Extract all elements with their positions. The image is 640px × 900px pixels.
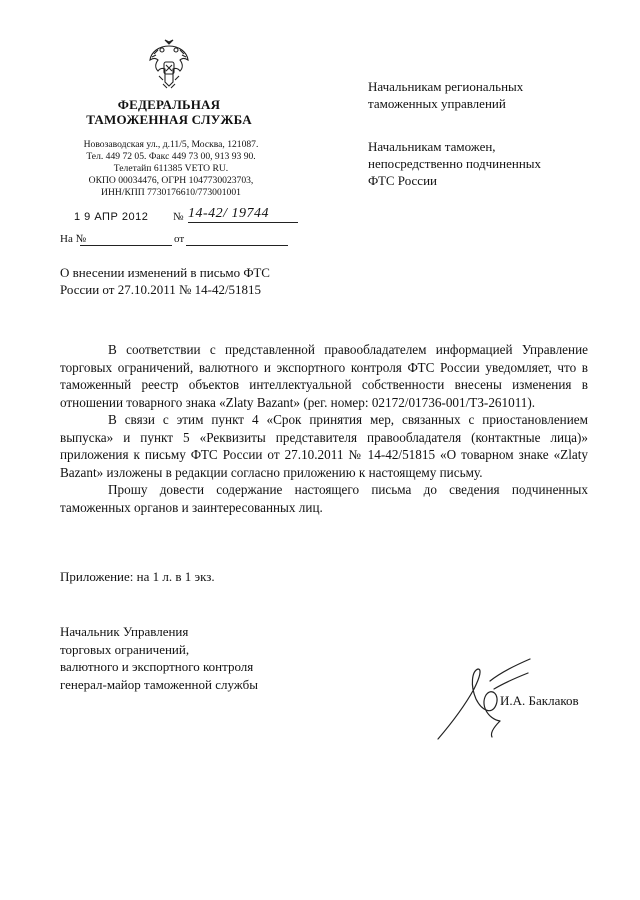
organization-name — [84, 97, 254, 127]
number-sign: № — [173, 211, 184, 223]
signer-line: генерал-майор таможенной службы — [60, 676, 258, 692]
body-paragraph-3: Прошу довести содержание настоящего письма до сведения подчиненных таможенных органов и заинтересованных лиц. — [60, 482, 588, 515]
registration-date: 1 9 АПР 2012 — [74, 211, 149, 223]
registration-number: 14-42/ 19744 — [188, 206, 298, 223]
letter-subject — [60, 264, 320, 298]
contact-line: ОКПО 00034476, ОГРН 1047730023703, — [88, 175, 254, 186]
addressee-line: Начальникам таможен, — [368, 139, 496, 154]
registration-line — [60, 206, 300, 229]
reference-number-label: На № — [60, 233, 87, 245]
contact-line: Новозаводская ул., д.11/5, Москва, 121087. — [83, 139, 259, 150]
signer-name: И.А. Баклаков — [500, 693, 579, 708]
org-line-1: ФЕДЕРАЛЬНАЯ — [117, 97, 221, 112]
addressee-regional — [368, 78, 523, 112]
signer-line: торговых ограничений, — [60, 641, 190, 657]
coat-of-arms-icon — [147, 38, 191, 90]
organization-contacts — [66, 139, 276, 199]
subject-line-2: России от 27.10.2011 № 14-42/51815 — [60, 282, 262, 297]
body-paragraph-1: В соответствии с представленной правообладателем информацией Управление торговых ограничений, валютного и экспортного контроля ФТС России уведомляет, что в таможенный реестр объектов интеллектуальной собственности внесены изменения в отношении товарного знака «Zlaty Bazant» (рег. номер: 02172/01736-001/ТЗ-261011). — [60, 342, 588, 410]
addressee-line: таможенных управлений — [368, 96, 506, 111]
signer-title — [60, 623, 258, 693]
body-paragraph-2: В связи с этим пункт 4 «Срок принятия мер, связанных с приостановлением выпуска» и пункт 5 «Реквизиты представителя правообладателя (контактные лица)» приложения к письму ФТС России от 27.10.2011 № 14-42/51815 «О товарном знаке «Zlaty Bazant» изложены в редакции согласно приложению к настоящему письму. — [60, 412, 588, 480]
contact-line: Тел. 449 72 05. Факс 449 73 00, 913 93 90. — [86, 151, 256, 162]
attachment-note: Приложение: на 1 л. в 1 экз. — [60, 569, 215, 584]
reference-date-label: от — [174, 233, 185, 245]
reference-date-blank — [186, 245, 288, 246]
contact-line: ИНН/КПП 7730176610/773001001 — [101, 187, 241, 198]
addressee-customs — [368, 138, 541, 189]
signer-line: Начальник Управления — [60, 624, 189, 639]
contact-line: Телетайп 611385 VETO RU. — [113, 163, 229, 174]
letter-body — [60, 341, 588, 516]
signer-line: валютного и экспортного контроля — [60, 659, 254, 674]
reference-number-blank — [80, 245, 172, 246]
subject-line-1: О внесении изменений в письмо ФТС — [60, 265, 270, 280]
addressee-line: непосредственно подчиненных — [368, 156, 542, 171]
addressee-line: ФТС России — [368, 173, 437, 188]
org-line-2: ТАМОЖЕННАЯ СЛУЖБА — [86, 112, 252, 127]
addressee-line: Начальникам региональных — [368, 79, 524, 94]
